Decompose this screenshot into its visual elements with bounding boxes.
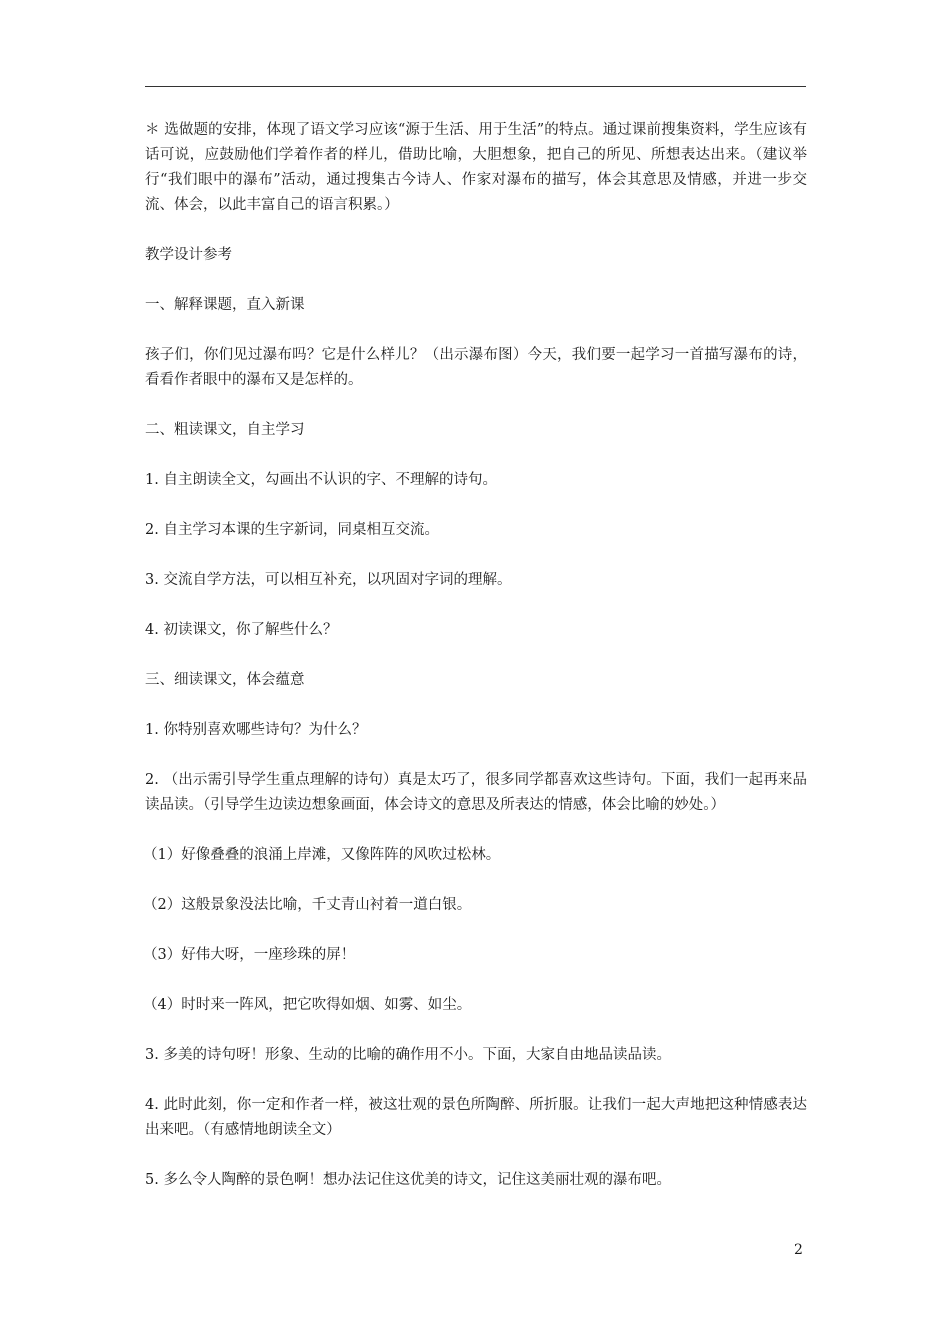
heading-section-3: 三、细读课文，体会蕴意: [145, 672, 305, 688]
poem-line-2: （2）这般景象没法比喻，千丈青山衬着一道白银。: [143, 897, 472, 913]
list-item-3-4: 4. 此时此刻，你一定和作者一样，被这壮观的景色所陶醉、所折服。让我们一起大声地把这种情感表达出来吧。（有感情地朗读全文）: [145, 1097, 807, 1138]
poem-line-1: （1）好像叠叠的浪涌上岸滩，又像阵阵的风吹过松林。: [143, 847, 501, 863]
heading-section-1: 一、解释课题，直入新课: [145, 297, 305, 313]
poem-line-4: （4）时时来一阵风，把它吹得如烟、如雾、如尘。: [143, 997, 472, 1013]
paragraph-optional-task-note: ＊ 选做题的安排，体现了语文学习应该“源于生活、用于生活”的特点。通过课前搜集资料，学生应该有话可说，应鼓励他们学着作者的样儿，借助比喻，大胆想象，把自己的所见、所想表达出来。（建议举行“我们眼中的瀑布”活动，通过搜集古今诗人、作家对瀑布的描写，体会其意思及情感，并进一步交流、体会，以此丰富自己的语言积累。）: [145, 122, 807, 213]
list-item-3-3: 3. 多美的诗句呀！形象、生动的比喻的确作用不小。下面，大家自由地品读品读。: [145, 1047, 671, 1063]
list-item-2-1: 1. 自主朗读全文，勾画出不认识的字、不理解的诗句。: [145, 472, 497, 488]
list-item-2-3: 3. 交流自学方法，可以相互补充，以巩固对字词的理解。: [145, 572, 512, 588]
page-content: [145, 118, 807, 1218]
list-item-3-5: 5. 多么令人陶醉的景色啊！想办法记住这优美的诗文，记住这美丽壮观的瀑布吧。: [145, 1172, 671, 1188]
poem-line-3: （3）好伟大呀，一座珍珠的屏！: [143, 947, 356, 963]
heading-section-2: 二、粗读课文，自主学习: [145, 422, 305, 438]
header-rule: [145, 86, 806, 87]
paragraph-intro: 孩子们，你们见过瀑布吗？它是什么样儿？（出示瀑布图）今天，我们要一起学习一首描写瀑布的诗，看看作者眼中的瀑布又是怎样的。: [145, 347, 807, 388]
list-item-2-4: 4. 初读课文，你了解些什么？: [145, 622, 338, 638]
page-number: 2: [794, 1242, 803, 1258]
list-item-3-1: 1. 你特别喜欢哪些诗句？为什么？: [145, 722, 367, 738]
list-item-2-2: 2. 自主学习本课的生字新词，同桌相互交流。: [145, 522, 439, 538]
list-item-3-2: 2. （出示需引导学生重点理解的诗句）真是太巧了，很多同学都喜欢这些诗句。下面，我们一起再来品读品读。（引导学生边读边想象画面，体会诗文的意思及所表达的情感，体会比喻的妙处。）: [145, 772, 807, 813]
heading-teaching-design: 教学设计参考: [145, 247, 232, 263]
